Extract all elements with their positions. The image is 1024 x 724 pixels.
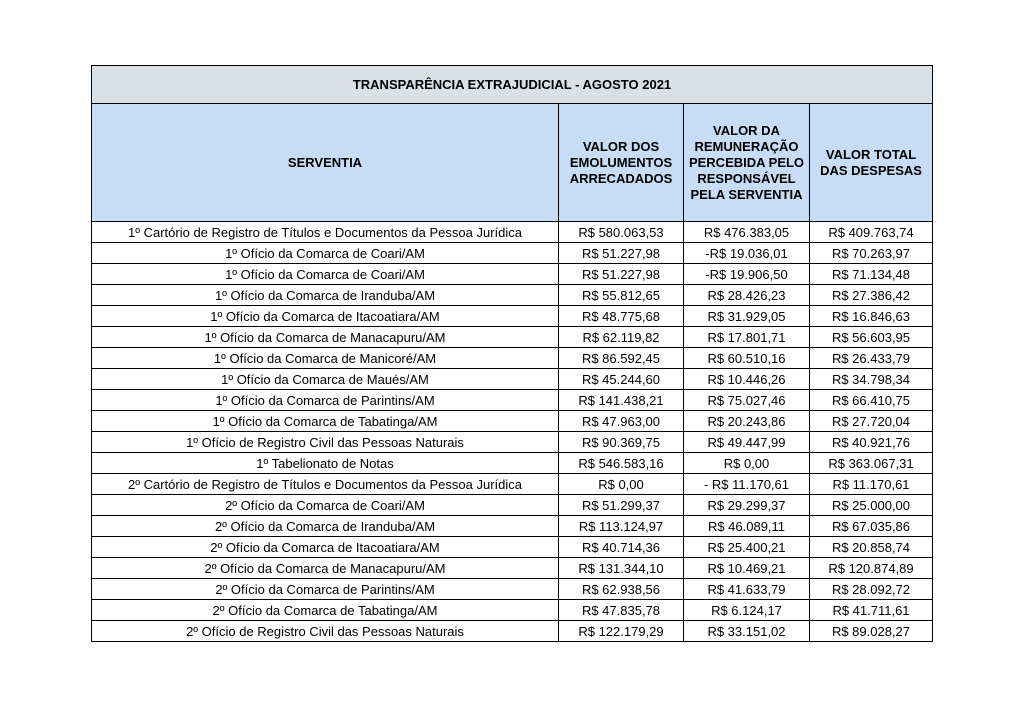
table-body (92, 222, 933, 642)
cell-despesas: R$ 28.092,72 (810, 579, 933, 600)
table-row (92, 243, 933, 264)
cell-remuneracao: R$ 10.446,26 (684, 369, 810, 390)
cell-serventia: 1º Ofício da Comarca de Itacoatiara/AM (92, 306, 559, 327)
table-row (92, 495, 933, 516)
cell-serventia: 1º Ofício de Registro Civil das Pessoas Naturais (92, 432, 559, 453)
table-row (92, 222, 933, 243)
cell-serventia: 2º Ofício da Comarca de Iranduba/AM (92, 516, 559, 537)
cell-despesas: R$ 67.035,86 (810, 516, 933, 537)
cell-serventia: 1º Ofício da Comarca de Parintins/AM (92, 390, 559, 411)
cell-emolumentos: R$ 40.714,36 (559, 537, 684, 558)
cell-despesas: R$ 26.433,79 (810, 348, 933, 369)
header-emolumentos: VALOR DOS EMOLUMENTOS ARRECADADOS (559, 104, 684, 222)
table-row (92, 537, 933, 558)
cell-despesas: R$ 41.711,61 (810, 600, 933, 621)
cell-despesas: R$ 70.263,97 (810, 243, 933, 264)
cell-despesas: R$ 56.603,95 (810, 327, 933, 348)
cell-serventia: 1º Ofício da Comarca de Maués/AM (92, 369, 559, 390)
cell-despesas: R$ 40.921,76 (810, 432, 933, 453)
table-row (92, 348, 933, 369)
cell-emolumentos: R$ 113.124,97 (559, 516, 684, 537)
cell-serventia: 2º Cartório de Registro de Títulos e Documentos da Pessoa Jurídica (92, 474, 559, 495)
cell-emolumentos: R$ 62.119,82 (559, 327, 684, 348)
table-row (92, 621, 933, 642)
cell-serventia: 2º Ofício da Comarca de Itacoatiara/AM (92, 537, 559, 558)
cell-remuneracao: -R$ 19.036,01 (684, 243, 810, 264)
cell-serventia: 1º Ofício da Comarca de Manicoré/AM (92, 348, 559, 369)
cell-serventia: 2º Ofício da Comarca de Parintins/AM (92, 579, 559, 600)
cell-emolumentos: R$ 131.344,10 (559, 558, 684, 579)
cell-emolumentos: R$ 51.299,37 (559, 495, 684, 516)
cell-remuneracao: R$ 41.633,79 (684, 579, 810, 600)
cell-remuneracao: - R$ 11.170,61 (684, 474, 810, 495)
cell-remuneracao: R$ 476.383,05 (684, 222, 810, 243)
cell-remuneracao: R$ 0,00 (684, 453, 810, 474)
cell-serventia: 2º Ofício da Comarca de Coari/AM (92, 495, 559, 516)
cell-despesas: R$ 34.798,34 (810, 369, 933, 390)
cell-remuneracao: R$ 6.124,17 (684, 600, 810, 621)
cell-serventia: 1º Ofício da Comarca de Tabatinga/AM (92, 411, 559, 432)
cell-remuneracao: R$ 20.243,86 (684, 411, 810, 432)
cell-emolumentos: R$ 51.227,98 (559, 243, 684, 264)
cell-serventia: 1º Ofício da Comarca de Manacapuru/AM (92, 327, 559, 348)
cell-emolumentos: R$ 51.227,98 (559, 264, 684, 285)
cell-despesas: R$ 71.134,48 (810, 264, 933, 285)
cell-emolumentos: R$ 47.835,78 (559, 600, 684, 621)
cell-emolumentos: R$ 90.369,75 (559, 432, 684, 453)
cell-despesas: R$ 27.386,42 (810, 285, 933, 306)
cell-serventia: 1º Ofício da Comarca de Coari/AM (92, 264, 559, 285)
transparency-table (91, 65, 933, 642)
cell-serventia: 1º Cartório de Registro de Títulos e Documentos da Pessoa Jurídica (92, 222, 559, 243)
cell-remuneracao: R$ 17.801,71 (684, 327, 810, 348)
table-row (92, 474, 933, 495)
cell-despesas: R$ 11.170,61 (810, 474, 933, 495)
header-row (92, 104, 933, 222)
cell-remuneracao: R$ 46.089,11 (684, 516, 810, 537)
table-row (92, 432, 933, 453)
table-row (92, 558, 933, 579)
cell-despesas: R$ 363.067,31 (810, 453, 933, 474)
cell-emolumentos: R$ 55.812,65 (559, 285, 684, 306)
table-row (92, 369, 933, 390)
cell-emolumentos: R$ 45.244,60 (559, 369, 684, 390)
header-serventia: SERVENTIA (92, 104, 559, 222)
header-despesas: VALOR TOTAL DAS DESPESAS (810, 104, 933, 222)
cell-remuneracao: R$ 49.447,99 (684, 432, 810, 453)
table-row (92, 579, 933, 600)
cell-emolumentos: R$ 546.583,16 (559, 453, 684, 474)
cell-serventia: 2º Ofício da Comarca de Manacapuru/AM (92, 558, 559, 579)
title-row (92, 66, 933, 104)
cell-despesas: R$ 16.846,63 (810, 306, 933, 327)
table-row (92, 600, 933, 621)
cell-despesas: R$ 409.763,74 (810, 222, 933, 243)
cell-emolumentos: R$ 62.938,56 (559, 579, 684, 600)
table-row (92, 306, 933, 327)
table-row (92, 516, 933, 537)
table-row (92, 327, 933, 348)
table-row (92, 390, 933, 411)
cell-despesas: R$ 66.410,75 (810, 390, 933, 411)
table-row (92, 285, 933, 306)
cell-despesas: R$ 20.858,74 (810, 537, 933, 558)
cell-despesas: R$ 27.720,04 (810, 411, 933, 432)
cell-emolumentos: R$ 48.775,68 (559, 306, 684, 327)
table-row (92, 453, 933, 474)
cell-remuneracao: R$ 28.426,23 (684, 285, 810, 306)
cell-despesas: R$ 25.000,00 (810, 495, 933, 516)
cell-emolumentos: R$ 141.438,21 (559, 390, 684, 411)
cell-remuneracao: R$ 60.510,16 (684, 348, 810, 369)
cell-serventia: 2º Ofício da Comarca de Tabatinga/AM (92, 600, 559, 621)
cell-emolumentos: R$ 86.592,45 (559, 348, 684, 369)
cell-remuneracao: -R$ 19.906,50 (684, 264, 810, 285)
table-row (92, 264, 933, 285)
cell-serventia: 2º Ofício de Registro Civil das Pessoas Naturais (92, 621, 559, 642)
cell-serventia: 1º Ofício da Comarca de Coari/AM (92, 243, 559, 264)
table-row (92, 411, 933, 432)
cell-despesas: R$ 89.028,27 (810, 621, 933, 642)
cell-remuneracao: R$ 31.929,05 (684, 306, 810, 327)
cell-remuneracao: R$ 29.299,37 (684, 495, 810, 516)
cell-serventia: 1º Tabelionato de Notas (92, 453, 559, 474)
header-remuneracao: VALOR DA REMUNERAÇÃO PERCEBIDA PELO RESPONSÁVEL PELA SERVENTIA (684, 104, 810, 222)
cell-remuneracao: R$ 10.469,21 (684, 558, 810, 579)
cell-serventia: 1º Ofício da Comarca de Iranduba/AM (92, 285, 559, 306)
cell-emolumentos: R$ 0,00 (559, 474, 684, 495)
cell-despesas: R$ 120.874,89 (810, 558, 933, 579)
cell-emolumentos: R$ 580.063,53 (559, 222, 684, 243)
cell-remuneracao: R$ 25.400,21 (684, 537, 810, 558)
table-title: TRANSPARÊNCIA EXTRAJUDICIAL - AGOSTO 2021 (92, 66, 933, 104)
cell-remuneracao: R$ 33.151,02 (684, 621, 810, 642)
cell-remuneracao: R$ 75.027,46 (684, 390, 810, 411)
cell-emolumentos: R$ 47.963,00 (559, 411, 684, 432)
cell-emolumentos: R$ 122.179,29 (559, 621, 684, 642)
